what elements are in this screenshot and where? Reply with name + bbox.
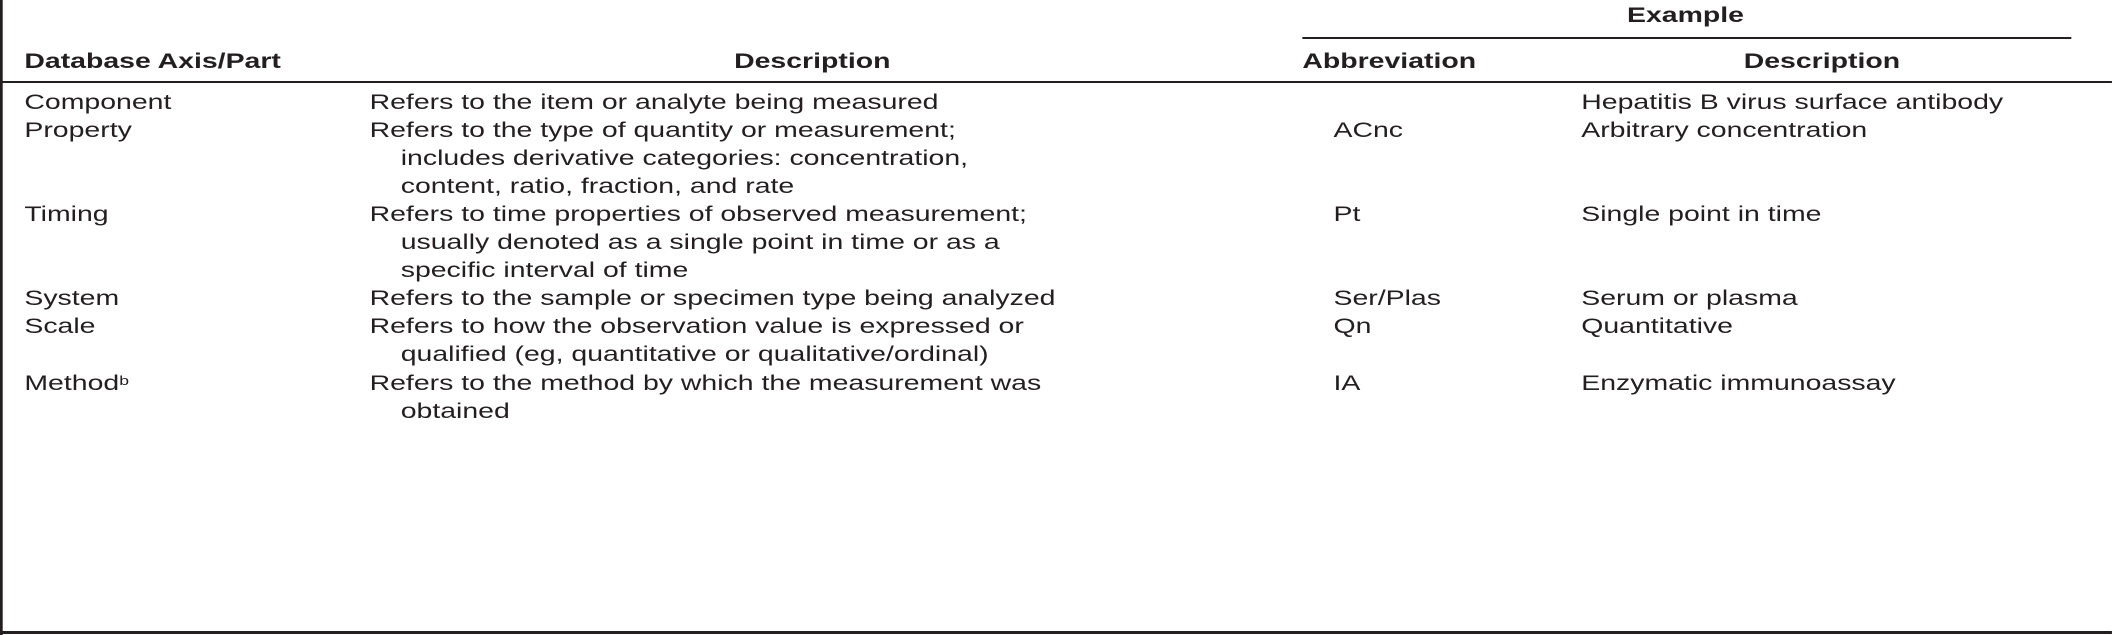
row-description-line: includes derivative categories: concentration, (400, 147, 969, 170)
row-part: Property (24, 119, 132, 142)
left-border (0, 0, 3, 635)
footnote-marker: b (119, 373, 129, 388)
row-abbreviation: Ser/Plas (1333, 287, 1441, 310)
row-example-description: Serum or plasma (1581, 287, 1798, 310)
row-abbreviation: Pt (1333, 203, 1361, 226)
row-description-line: Refers to the method by which the measurement was (369, 372, 1042, 395)
example-group-rule (1302, 37, 2071, 39)
row-example-description: Quantitative (1581, 315, 1733, 338)
row-description-line: usually denoted as a single point in time or as a (400, 231, 1000, 254)
row-example-description: Single point in time (1581, 203, 1822, 226)
row-description-line: specific interval of time (400, 259, 689, 282)
row-description-line: content, ratio, fraction, and rate (400, 175, 795, 198)
row-description-line: Refers to the sample or specimen type being analyzed (369, 287, 1056, 310)
row-abbreviation: Qn (1333, 315, 1372, 338)
row-description-line: Refers to the item or analyte being measured (369, 91, 939, 114)
row-part (24, 370, 129, 398)
example-group-header: Example (1626, 4, 1744, 27)
row-example-description: Hepatitis B virus surface antibody (1581, 91, 2004, 114)
header-rule (0, 81, 2112, 83)
row-description-line: obtained (400, 400, 510, 423)
row-part-text: Method (24, 372, 120, 395)
col-header-part: Database Axis/Part (24, 50, 281, 73)
row-abbreviation: IA (1333, 372, 1361, 395)
bottom-rule (0, 631, 2112, 634)
col-header-abbreviation: Abbreviation (1302, 50, 1477, 73)
row-description-line: Refers to the type of quantity or measurement; (369, 119, 956, 142)
row-description-line: Refers to how the observation value is expressed or (369, 315, 1024, 338)
row-part: Timing (24, 203, 109, 226)
col-header-example-description: Description (1743, 50, 1901, 73)
row-part: System (24, 287, 120, 310)
row-description-line: qualified (eg, quantitative or qualitative/ordinal) (400, 343, 989, 366)
row-part: Scale (24, 315, 96, 338)
row-part: Component (24, 91, 172, 114)
row-example-description: Arbitrary concentration (1581, 119, 1868, 142)
row-example-description: Enzymatic immunoassay (1581, 372, 1896, 395)
row-description-line: Refers to time properties of observed measurement; (369, 203, 1027, 226)
row-abbreviation: ACnc (1333, 119, 1404, 142)
col-header-description: Description (734, 50, 891, 73)
